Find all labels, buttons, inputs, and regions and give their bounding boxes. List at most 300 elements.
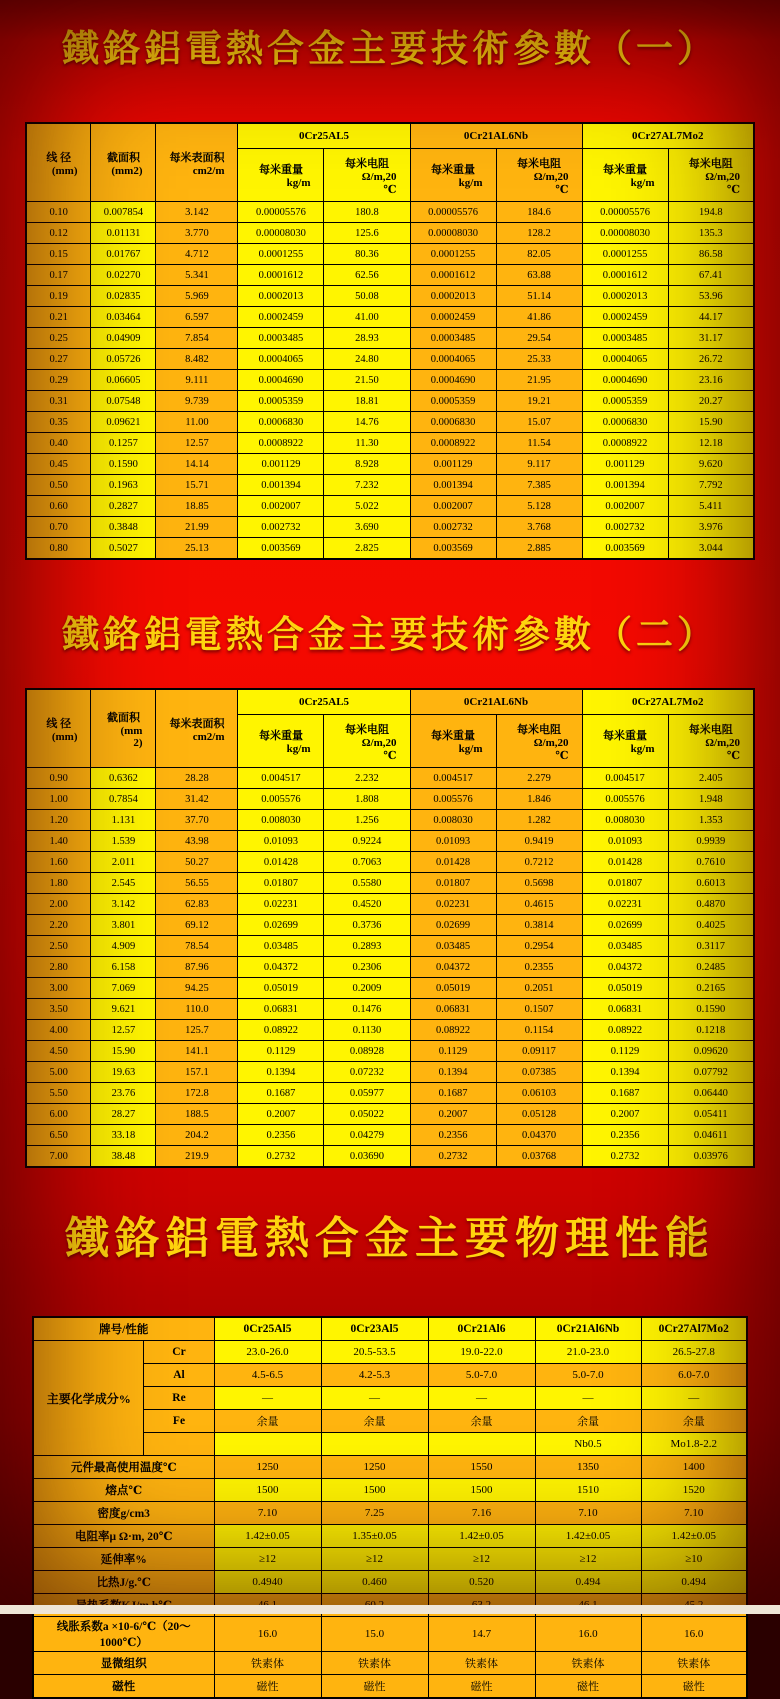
table-row	[26, 1020, 754, 1041]
data-cell: 0.60	[26, 496, 91, 517]
data-cell: 0.7212	[496, 852, 582, 873]
header-unit: (mm)	[51, 730, 78, 743]
data-cell: 12.57	[156, 433, 238, 454]
data-cell: 7.232	[324, 475, 410, 496]
data-cell: 1500	[428, 1479, 535, 1502]
data-cell: 7.792	[668, 475, 754, 496]
resistance-header	[668, 149, 754, 202]
data-cell: 0.04372	[582, 957, 668, 978]
data-cell: 82.05	[496, 244, 582, 265]
data-cell: 9.621	[91, 999, 156, 1020]
data-cell: 0.0006830	[238, 412, 324, 433]
data-cell: 0.05019	[238, 978, 324, 999]
header-label: 截面积	[106, 151, 140, 164]
data-cell: 0.0001612	[582, 265, 668, 286]
data-cell: 0.4025	[668, 915, 754, 936]
data-cell	[428, 1433, 535, 1456]
data-cell: 0.02231	[582, 894, 668, 915]
table-row	[26, 831, 754, 852]
resistance-header	[496, 149, 582, 202]
data-cell: 0.001129	[238, 454, 324, 475]
data-cell: 0.0008922	[582, 433, 668, 454]
data-cell: 0.03464	[91, 307, 156, 328]
data-cell: 0.005576	[410, 789, 496, 810]
data-cell: 0.05019	[410, 978, 496, 999]
data-cell: 50.08	[324, 286, 410, 307]
data-cell: 0.03690	[324, 1146, 410, 1168]
data-cell: 0.001394	[238, 475, 324, 496]
data-cell: 3.044	[668, 538, 754, 560]
alloy-header: 0Cr27Al7Mo2	[641, 1317, 747, 1341]
table-row	[26, 894, 754, 915]
data-cell: 62.56	[324, 265, 410, 286]
data-cell: 余量	[214, 1410, 321, 1433]
table-row	[33, 1548, 747, 1571]
property-label: 延伸率%	[33, 1548, 214, 1571]
col-header	[91, 689, 156, 768]
header-unit: ℃	[726, 749, 741, 762]
data-cell: 铁素体	[535, 1652, 641, 1675]
data-cell: 125.7	[156, 1020, 238, 1041]
data-cell: 1510	[535, 1479, 641, 1502]
data-cell: 1.42±0.05	[428, 1525, 535, 1548]
data-cell: 0.0003485	[410, 328, 496, 349]
data-cell: 5.50	[26, 1083, 91, 1104]
header-unit: kg/m	[286, 743, 311, 755]
data-cell: 0.17	[26, 265, 91, 286]
data-cell: 5.411	[668, 496, 754, 517]
data-cell: 0.00005576	[238, 202, 324, 223]
table-row	[26, 244, 754, 265]
resistance-header	[324, 149, 410, 202]
data-cell: 21.95	[496, 370, 582, 391]
data-cell: 0.1394	[582, 1062, 668, 1083]
data-cell: 0.005576	[582, 789, 668, 810]
data-cell: 0.2007	[238, 1104, 324, 1125]
data-cell: 9.739	[156, 391, 238, 412]
data-cell: 0.3814	[496, 915, 582, 936]
data-cell: 0.008030	[582, 810, 668, 831]
data-cell: 44.17	[668, 307, 754, 328]
data-cell: 2.50	[26, 936, 91, 957]
data-cell: 0.1687	[582, 1083, 668, 1104]
data-cell: 0.494	[535, 1571, 641, 1594]
table-row	[26, 517, 754, 538]
data-cell: 0.001129	[582, 454, 668, 475]
data-cell: 25.33	[496, 349, 582, 370]
table-row	[26, 852, 754, 873]
data-cell: 9.620	[668, 454, 754, 475]
header-label: 每米重量	[603, 164, 648, 176]
weight-header	[410, 715, 496, 768]
data-cell: 0.2355	[496, 957, 582, 978]
table-row	[26, 1062, 754, 1083]
data-cell: 0.04372	[238, 957, 324, 978]
data-cell: 80.36	[324, 244, 410, 265]
data-cell: 16.0	[535, 1617, 641, 1652]
data-cell: 0.4615	[496, 894, 582, 915]
data-cell: 0.01807	[582, 873, 668, 894]
data-cell: 0.03485	[582, 936, 668, 957]
table-row	[26, 370, 754, 391]
data-cell: 2.545	[91, 873, 156, 894]
data-cell: —	[428, 1387, 535, 1410]
data-cell: 15.90	[91, 1041, 156, 1062]
data-cell: 15.71	[156, 475, 238, 496]
alloy-header: 0Cr21Al6	[428, 1317, 535, 1341]
data-cell: 1400	[641, 1456, 747, 1479]
property-label: 比热J/g.℃	[33, 1571, 214, 1594]
title-tech-params-2: 鐵鉻鋁電熱合金主要技術參數（二）	[62, 612, 718, 656]
tech-table-head	[26, 689, 754, 768]
data-cell: 0.0001255	[410, 244, 496, 265]
title-physical-properties: 鐵鉻鋁電熱合金主要物理性能	[65, 1213, 715, 1264]
header-unit: Ω/m,20	[361, 736, 397, 749]
header-row-groups	[26, 689, 754, 715]
data-cell: 8.928	[324, 454, 410, 475]
header-unit: Ω/m,20	[705, 170, 741, 183]
data-cell: 25.13	[156, 538, 238, 560]
data-cell: 0.1130	[324, 1020, 410, 1041]
data-cell: 0.002732	[238, 517, 324, 538]
data-cell: 0.03485	[410, 936, 496, 957]
data-cell: 1250	[214, 1456, 321, 1479]
data-cell: 0.3736	[324, 915, 410, 936]
data-cell: 0.04611	[668, 1125, 754, 1146]
data-cell: 2.20	[26, 915, 91, 936]
table-row	[26, 202, 754, 223]
data-cell: 0.0004690	[238, 370, 324, 391]
table-row	[26, 1125, 754, 1146]
data-cell: 0.002007	[238, 496, 324, 517]
data-cell: 28.27	[91, 1104, 156, 1125]
data-cell: ≥12	[428, 1548, 535, 1571]
header-label: 每米电阻	[517, 157, 561, 170]
data-cell: 125.6	[324, 223, 410, 244]
data-cell: 0.0008922	[410, 433, 496, 454]
header-label: 每米电阻	[517, 723, 561, 736]
table-row	[26, 936, 754, 957]
data-cell: 1.35±0.05	[321, 1525, 428, 1548]
data-cell: 2.011	[91, 852, 156, 873]
data-cell: 1.20	[26, 810, 91, 831]
data-cell: 15.07	[496, 412, 582, 433]
data-cell: 磁性	[641, 1675, 747, 1699]
data-cell: 1.42±0.05	[641, 1525, 747, 1548]
table-row	[26, 454, 754, 475]
data-cell: 0.06605	[91, 370, 156, 391]
data-cell: 0.70	[26, 517, 91, 538]
element-label: Fe	[144, 1410, 214, 1433]
data-cell: 0.2356	[238, 1125, 324, 1146]
data-cell: 0.0003485	[238, 328, 324, 349]
data-cell: 2.885	[496, 538, 582, 560]
data-cell: 0.494	[641, 1571, 747, 1594]
table-row	[33, 1479, 747, 1502]
header-unit: ℃	[383, 183, 397, 196]
tech-table-body	[26, 202, 754, 560]
data-cell: 0.01428	[238, 852, 324, 873]
data-cell: 219.9	[156, 1146, 238, 1168]
data-cell: 1.60	[26, 852, 91, 873]
header-unit: cm2/m	[192, 730, 225, 743]
data-cell: 5.0-7.0	[428, 1364, 535, 1387]
data-cell: 0.05019	[582, 978, 668, 999]
header-unit: ℃	[555, 183, 569, 196]
data-cell: 2.279	[496, 768, 582, 789]
data-cell: 余量	[535, 1410, 641, 1433]
data-cell: 23.0-26.0	[214, 1341, 321, 1364]
data-cell: 110.0	[156, 999, 238, 1020]
table-row	[26, 433, 754, 454]
data-cell: 157.1	[156, 1062, 238, 1083]
data-cell: 41.86	[496, 307, 582, 328]
data-cell: 5.341	[156, 265, 238, 286]
data-cell: 0.1687	[410, 1083, 496, 1104]
data-cell: 1350	[535, 1456, 641, 1479]
data-cell: 0.520	[428, 1571, 535, 1594]
data-cell: 0.2165	[668, 978, 754, 999]
header-label: 每米重量	[603, 730, 648, 742]
data-cell: 3.142	[91, 894, 156, 915]
data-cell: 0.002732	[582, 517, 668, 538]
data-cell: 31.42	[156, 789, 238, 810]
data-cell: 19.0-22.0	[428, 1341, 535, 1364]
title-tech-params-1: 鐵鉻鋁電熱合金主要技術參數（一）	[62, 26, 718, 70]
col-header	[26, 123, 91, 202]
data-cell: 0.0006830	[410, 412, 496, 433]
data-cell: 8.482	[156, 349, 238, 370]
data-cell: 3.690	[324, 517, 410, 538]
alloy-header: 0Cr27AL7Mo2	[582, 689, 754, 715]
data-cell: 3.801	[91, 915, 156, 936]
property-label: 显微组织	[33, 1652, 214, 1675]
data-cell: 0.15	[26, 244, 91, 265]
table-row	[26, 789, 754, 810]
alloy-header: 0Cr27AL7Mo2	[582, 123, 754, 149]
data-cell: 3.768	[496, 517, 582, 538]
data-cell: 4.2-5.3	[321, 1364, 428, 1387]
data-cell: 0.08922	[238, 1020, 324, 1041]
data-cell: 0.0002459	[238, 307, 324, 328]
physical-properties-table	[32, 1316, 748, 1699]
data-cell: 0.02699	[582, 915, 668, 936]
data-cell: 0.05726	[91, 349, 156, 370]
data-cell: 0.50	[26, 475, 91, 496]
table-row	[26, 349, 754, 370]
data-cell: 0.0004065	[410, 349, 496, 370]
data-cell: 1.539	[91, 831, 156, 852]
element-label: Re	[144, 1387, 214, 1410]
data-cell: 1.256	[324, 810, 410, 831]
header-label: 每米重量	[431, 730, 475, 742]
data-cell: 0.09621	[91, 412, 156, 433]
data-cell: 6.0-7.0	[641, 1364, 747, 1387]
data-cell: 0.04370	[496, 1125, 582, 1146]
data-cell: 184.6	[496, 202, 582, 223]
data-cell: 67.41	[668, 265, 754, 286]
data-cell: 0.9939	[668, 831, 754, 852]
data-cell: 7.00	[26, 1146, 91, 1168]
data-cell: 0.00005576	[582, 202, 668, 223]
resistance-header	[496, 715, 582, 768]
data-cell: 11.54	[496, 433, 582, 454]
data-cell: 0.1154	[496, 1020, 582, 1041]
property-label: 磁性	[33, 1675, 214, 1699]
data-cell: 29.54	[496, 328, 582, 349]
table-row	[26, 307, 754, 328]
data-cell: 磁性	[535, 1675, 641, 1699]
header-unit: ℃	[555, 749, 569, 762]
data-cell: 0.03485	[238, 936, 324, 957]
data-cell: 余量	[428, 1410, 535, 1433]
data-cell: ≥10	[641, 1548, 747, 1571]
data-cell: 0.5698	[496, 873, 582, 894]
data-cell: 余量	[321, 1410, 428, 1433]
table-row	[26, 1083, 754, 1104]
data-cell: 5.128	[496, 496, 582, 517]
data-cell: 1250	[321, 1456, 428, 1479]
data-cell: 41.00	[324, 307, 410, 328]
data-cell: 51.14	[496, 286, 582, 307]
data-cell: 0.2893	[324, 936, 410, 957]
data-cell: 7.10	[214, 1502, 321, 1525]
data-cell: 0.4520	[324, 894, 410, 915]
data-cell: 0.002007	[410, 496, 496, 517]
header-unit: Ω/m,20	[533, 736, 569, 749]
header-unit: kg/m	[630, 743, 655, 755]
property-label: 密度g/cm3	[33, 1502, 214, 1525]
data-cell: 1.808	[324, 789, 410, 810]
data-cell: 4.909	[91, 936, 156, 957]
data-cell: 1.00	[26, 789, 91, 810]
data-cell: 6.00	[26, 1104, 91, 1125]
header-label: 每米表面积	[169, 717, 225, 730]
data-cell: 0.1218	[668, 1020, 754, 1041]
data-cell: 0.25	[26, 328, 91, 349]
data-cell: 0.7854	[91, 789, 156, 810]
header-label: 每米表面积	[169, 151, 225, 164]
data-cell: 0.0006830	[582, 412, 668, 433]
bottom-edge-strip	[0, 1605, 780, 1614]
data-cell: 94.25	[156, 978, 238, 999]
data-cell: 0.03976	[668, 1146, 754, 1168]
data-cell: 0.05977	[324, 1083, 410, 1104]
data-cell: 1.353	[668, 810, 754, 831]
tech-params-table-2	[25, 688, 755, 1168]
col-header	[26, 689, 91, 768]
data-cell: 188.5	[156, 1104, 238, 1125]
data-cell: 0.2306	[324, 957, 410, 978]
data-cell: 6.158	[91, 957, 156, 978]
data-cell: 50.27	[156, 852, 238, 873]
data-cell: —	[214, 1387, 321, 1410]
data-cell: 0.04909	[91, 328, 156, 349]
data-cell: 0.0002013	[238, 286, 324, 307]
data-cell: 0.008030	[238, 810, 324, 831]
header-unit: kg/m	[630, 177, 655, 189]
data-cell: 37.70	[156, 810, 238, 831]
data-cell: 0.0005359	[410, 391, 496, 412]
header-label: 线 径	[46, 717, 72, 730]
alloy-header: 0Cr21Al6Nb	[535, 1317, 641, 1341]
data-cell: 0.001394	[582, 475, 668, 496]
data-cell: 14.76	[324, 412, 410, 433]
table-row	[33, 1675, 747, 1699]
data-cell: 28.93	[324, 328, 410, 349]
data-cell: 0.1476	[324, 999, 410, 1020]
col-header	[156, 123, 238, 202]
data-cell: 0.0002013	[410, 286, 496, 307]
data-cell: 7.10	[535, 1502, 641, 1525]
data-cell: 0.007854	[91, 202, 156, 223]
data-cell: 0.01767	[91, 244, 156, 265]
table-row	[26, 1041, 754, 1062]
data-cell: 31.17	[668, 328, 754, 349]
data-cell: 0.02835	[91, 286, 156, 307]
table-row	[26, 915, 754, 936]
data-cell: 4.712	[156, 244, 238, 265]
data-cell: 7.385	[496, 475, 582, 496]
chem-composition-label: 主要化学成分%	[33, 1341, 144, 1456]
data-cell: 2.80	[26, 957, 91, 978]
data-cell: 135.3	[668, 223, 754, 244]
data-cell: 2.405	[668, 768, 754, 789]
alloy-header: 0Cr21AL6Nb	[410, 123, 582, 149]
weight-header	[410, 149, 496, 202]
data-cell: 0.04372	[410, 957, 496, 978]
data-cell: 15.0	[321, 1617, 428, 1652]
header-unit: Ω/m,20	[705, 736, 741, 749]
weight-header	[238, 715, 324, 768]
data-cell: 0.7063	[324, 852, 410, 873]
data-cell: 铁素体	[641, 1652, 747, 1675]
data-cell: 0.4940	[214, 1571, 321, 1594]
data-cell: 0.05128	[496, 1104, 582, 1125]
table-row	[26, 999, 754, 1020]
data-cell: 磁性	[321, 1675, 428, 1699]
data-cell: 0.1590	[668, 999, 754, 1020]
col-header	[91, 123, 156, 202]
data-cell: 0.05411	[668, 1104, 754, 1125]
data-cell: 1.40	[26, 831, 91, 852]
header-unit: (mm	[120, 724, 143, 737]
data-cell: 11.00	[156, 412, 238, 433]
data-cell: 铁素体	[428, 1652, 535, 1675]
data-cell: 0.07232	[324, 1062, 410, 1083]
alloy-header: 0Cr25Al5	[214, 1317, 321, 1341]
table-row	[26, 538, 754, 560]
data-cell: 0.06831	[582, 999, 668, 1020]
data-cell: 1550	[428, 1456, 535, 1479]
data-cell: 11.30	[324, 433, 410, 454]
header-unit: kg/m	[286, 177, 311, 189]
data-cell: 0.004517	[238, 768, 324, 789]
data-cell: 3.50	[26, 999, 91, 1020]
data-cell: 0.0002459	[410, 307, 496, 328]
data-cell: 0.3848	[91, 517, 156, 538]
data-cell: 0.1129	[582, 1041, 668, 1062]
data-cell: 6.50	[26, 1125, 91, 1146]
data-cell: 0.29	[26, 370, 91, 391]
data-cell: 1500	[214, 1479, 321, 1502]
data-cell: 87.96	[156, 957, 238, 978]
data-cell: 0.02231	[238, 894, 324, 915]
data-cell: 1.948	[668, 789, 754, 810]
data-cell: 0.0004690	[582, 370, 668, 391]
data-cell: 0.02699	[238, 915, 324, 936]
header-label: 每米电阻	[688, 157, 733, 170]
